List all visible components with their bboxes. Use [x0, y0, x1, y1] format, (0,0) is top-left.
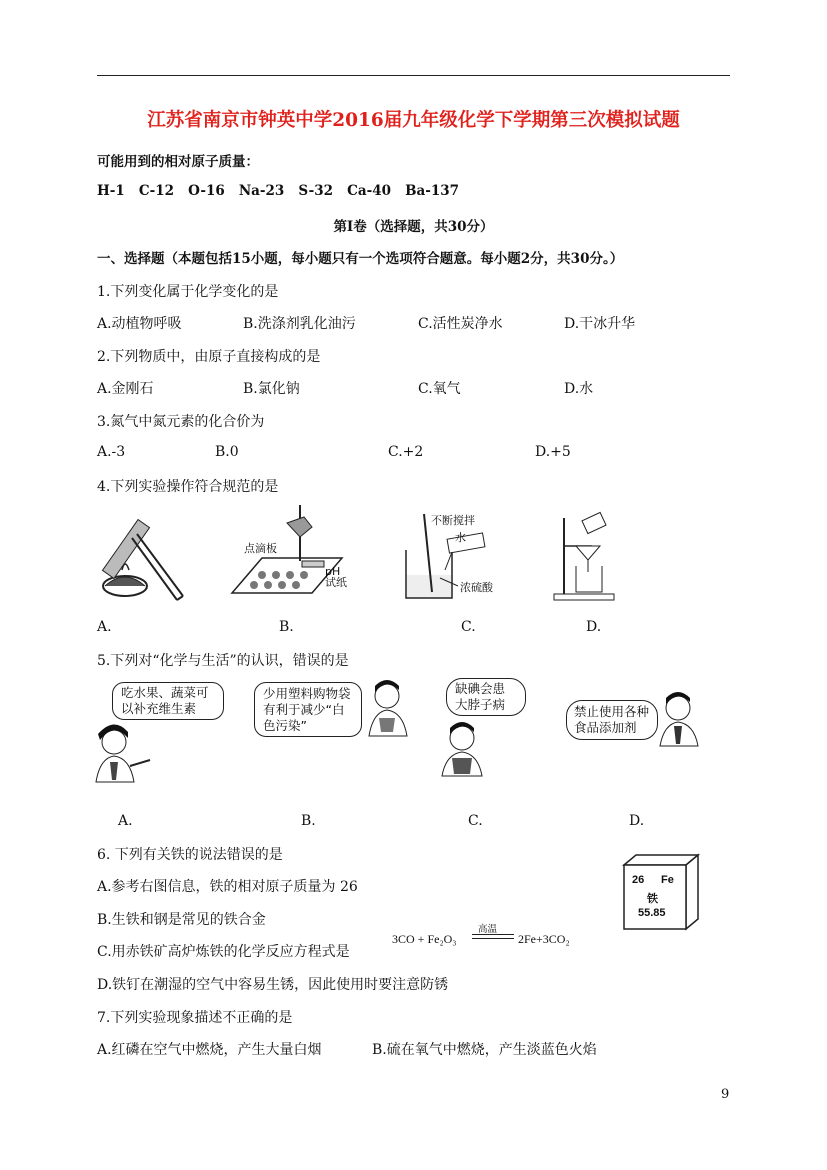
header-rule: [97, 75, 730, 76]
atomic-mass-list: H-1 C-12 O-16 Na-23 S-32 Ca-40 Ba-137: [97, 183, 460, 199]
question-6-stem: 6. 下列有关铁的说法错误的是: [97, 847, 283, 863]
q1-option-d: D.干冰升华: [564, 316, 636, 332]
q3-option-b: B.0: [215, 444, 239, 460]
question-3-stem: 3.氮气中氮元素的化合价为: [97, 414, 265, 430]
q4-figure-d-filtration: [552, 510, 620, 602]
q1-option-c: C.活性炭净水: [418, 316, 503, 332]
q6-option-d: D.铁钉在潮湿的空气中容易生锈，因此使用时要注意防锈: [97, 977, 449, 993]
q5-bubble-b: 少用塑料购物袋 有利于减少“白 色污染”: [254, 682, 362, 737]
equation-products: 2Fe+3CO₂: [518, 932, 570, 946]
q5-person-d-icon: [660, 690, 702, 748]
q3-option-d: D.+5: [535, 444, 571, 460]
q1-option-a: A.动植物呼吸: [97, 316, 182, 332]
question-2-stem: 2.下列物质中，由原子直接构成的是: [97, 349, 321, 365]
equation-reactants: 3CO + Fe₂O₃: [392, 932, 457, 946]
q3-option-c: C.+2: [388, 444, 424, 460]
q4-option-b: B.: [279, 619, 294, 635]
q7-option-a: A.红磷在空气中燃烧，产生大量白烟: [97, 1042, 322, 1058]
equation-condition: 高温: [478, 924, 498, 935]
element-atomic-number: 26: [632, 874, 645, 886]
question-7-stem: 7.下列实验现象描述不正确的是: [97, 1010, 293, 1026]
question-4-stem: 4.下列实验操作符合规范的是: [97, 479, 279, 495]
equation-equals-sign: [472, 934, 514, 939]
q5-person-b-icon: [365, 676, 415, 738]
q4-label-acid: 浓硫酸: [460, 581, 493, 594]
section-title: 第Ⅰ卷（选择题，共30分）: [333, 219, 494, 235]
q5-person-a-icon: [92, 722, 162, 784]
q5-bubble-d: 禁止使用各种 食品添加剂: [566, 700, 658, 740]
q4-label-spot-plate: 点滴板: [244, 542, 277, 555]
q4-option-c: C.: [461, 619, 476, 635]
element-name: 铁: [647, 892, 658, 905]
q3-option-a: A.-3: [97, 444, 126, 460]
q5-bubble-c: 缺碘会患 大脖子病: [446, 678, 526, 716]
q2-option-d: D.水: [564, 381, 594, 397]
part-instructions: 一、选择题（本题包括15小题，每小题只有一个选项符合题意。每小题2分，共30分。）: [97, 251, 624, 267]
question-5-stem: 5.下列对“化学与生活”的认识，错误的是: [97, 653, 349, 669]
q5-person-c-icon: [440, 720, 488, 778]
element-atomic-mass: 55.85: [638, 907, 666, 919]
q4-option-d: D.: [586, 619, 602, 635]
q6-option-c: C.用赤铁矿高炉炼铁的化学反应方程式是: [97, 944, 350, 960]
q5-option-d: D.: [629, 813, 645, 829]
page-title: 江苏省南京市钟英中学2016届九年级化学下学期第三次模拟试题: [147, 110, 680, 131]
q5-option-b: B.: [301, 813, 316, 829]
q6-option-a: A.参考右图信息，铁的相对原子质量为 26: [97, 879, 358, 895]
element-symbol: Fe: [661, 874, 674, 886]
q2-option-b: B.氯化钠: [243, 381, 300, 397]
q5-bubble-a: 吃水果、蔬菜可 以补充维生素: [112, 682, 224, 720]
q4-option-a: A.: [97, 619, 112, 635]
q2-option-c: C.氧气: [418, 381, 461, 397]
q7-option-b: B.硫在氧气中燃烧，产生淡蓝色火焰: [372, 1042, 597, 1058]
q4-label-water: 水: [455, 531, 466, 544]
q5-option-c: C.: [468, 813, 483, 829]
atomic-mass-label: 可能用到的相对原子质量：: [97, 154, 259, 170]
q4-label-ph-paper: pH 试纸: [325, 565, 347, 589]
q1-option-b: B.洗涤剂乳化油污: [243, 316, 356, 332]
question-1-stem: 1.下列变化属于化学变化的是: [97, 284, 279, 300]
q5-option-a: A.: [118, 813, 133, 829]
q2-option-a: A.金刚石: [97, 381, 154, 397]
page-number: 9: [721, 1087, 730, 1102]
q4-label-stir: 不断搅拌: [431, 514, 475, 527]
q6-option-b: B.生铁和钢是常见的铁合金: [97, 912, 266, 928]
iron-element-card-icon: [622, 853, 700, 931]
q4-figure-a-heating-test-tube: [97, 508, 197, 603]
